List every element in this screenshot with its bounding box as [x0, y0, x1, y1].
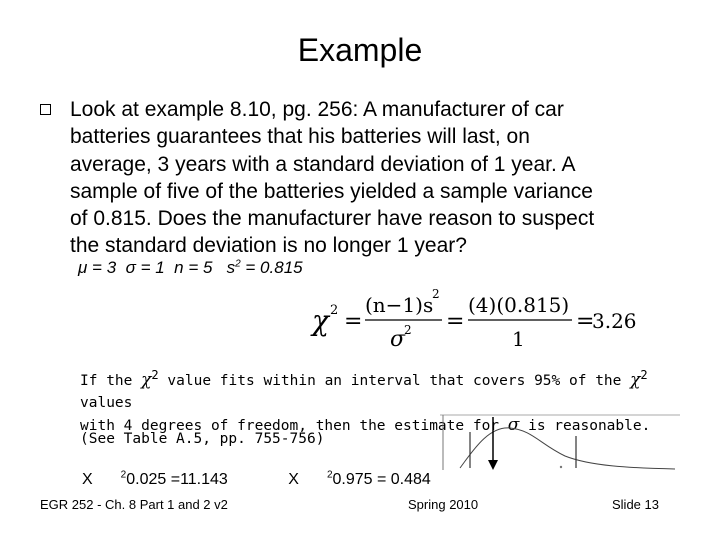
bullet-line: the standard deviation is no longer 1 year?: [70, 234, 467, 258]
bullet-line: Look at example 8.10, pg. 256: A manufacturer of car: [70, 98, 564, 121]
note-line-1: If the $\chi^2$ value fits within an interval that covers 95% of the $\chi^2$ values: [80, 368, 648, 411]
chi-square-distribution-graph: [440, 412, 680, 474]
bullet-line: average, 3 years with a standard deviation of 1 year. A: [70, 152, 576, 176]
critical-value-upper: X $^2$0.025 =11.143: [82, 470, 228, 489]
critical-values: [82, 470, 487, 489]
observed-value-arrow-head: [488, 460, 498, 470]
s-value: = 0.815: [240, 258, 303, 277]
sigma-symbol: σ: [507, 414, 520, 435]
mu-value: μ = 3: [78, 258, 117, 277]
footer-course: EGR 252 - Ch. 8 Part 1 and 2 v2: [40, 497, 228, 512]
bullet-square-icon: [40, 104, 51, 115]
parameter-line: [78, 258, 303, 278]
chi-symbol: χ: [141, 369, 152, 390]
formula-chi-exp: 2: [330, 303, 339, 318]
formula-den-left-exp: 2: [404, 323, 412, 337]
n-value: n = 5: [174, 258, 213, 277]
table-reference: (See Table A.5, pp. 755-756): [80, 431, 325, 447]
sigma-value: σ = 1: [125, 258, 165, 277]
formula-chi: χ: [312, 304, 329, 337]
formula-num-left-exp: 2: [432, 287, 440, 301]
formula-num-left: (n−1)s: [365, 293, 434, 317]
footer-slide-number: Slide 13: [612, 497, 659, 512]
formula-result: 3.26: [592, 309, 637, 333]
bullet-line: sample of five of the batteries yielded a sample variance: [70, 179, 593, 203]
bullet-line: batteries guarantees that his batteries will last, on: [70, 125, 530, 149]
chi-exponent: 2: [640, 368, 648, 382]
bullet-paragraph: [70, 96, 690, 260]
chi-symbol: χ: [630, 369, 641, 390]
bullet-line: of 0.815. Does the manufacturer have reason to suspect: [70, 207, 595, 231]
note-line-2: with 4 degrees of freedom, then the estimate for σ is reasonable.: [80, 414, 651, 435]
chi-exponent: 2: [151, 368, 159, 382]
footer-semester: Spring 2010: [408, 497, 479, 512]
formula-eq1: =: [344, 309, 363, 334]
formula-den-left: σ: [390, 327, 406, 352]
formula-num-right: (4)(0.815): [468, 293, 570, 317]
axis-label-mark: [560, 466, 562, 468]
slide-title: Example: [297, 32, 423, 68]
s-exponent: 2: [235, 258, 241, 270]
formula-eq3: =: [576, 309, 595, 334]
formula-den-right: 1: [512, 327, 525, 351]
chi-square-formula: [310, 282, 640, 354]
s-symbol: s: [226, 258, 236, 277]
critical-value-lower: X $^2$0.975 = 0.484: [288, 470, 431, 489]
formula-eq2: =: [446, 309, 465, 334]
